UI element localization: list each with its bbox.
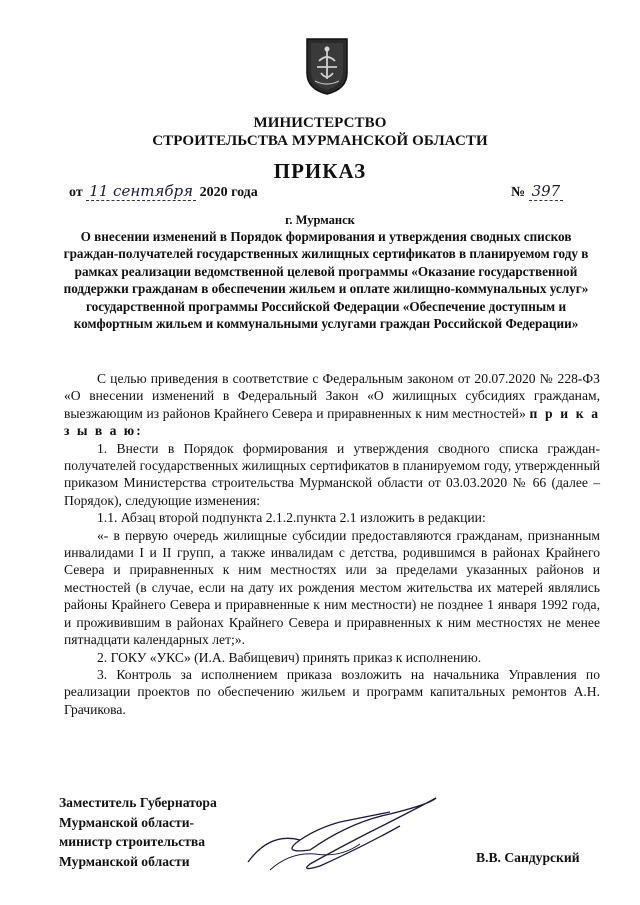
date-year: 2020 года — [199, 185, 258, 200]
handwritten-number: 397 — [529, 182, 564, 201]
number-label: № — [511, 185, 526, 200]
coat-of-arms-emblem — [305, 37, 349, 95]
signatory-title-line4: Мурманской области — [59, 853, 190, 869]
command-word: п р и к а з ы в а ю: — [64, 405, 601, 439]
quoted-amendment: «- в первую очередь жилищные субсидии предоставляются гражданам, признанным инвалидами I и II групп, а также инвалидам с детства, родившимся в районах Крайнего Севера и приравненных к ним местностях или за пределами указанных районов и местностей (в случае, если на дату их рождения местом жительства их матерей являлись районы Крайнего Севера и приравненные к ним местности) не позднее 1 января 1992 года, и проживившим в районах Крайнего Севера и приравненных к ним местностях не менее пятнадцати календарных лет;». — [64, 527, 600, 648]
handwritten-signature — [240, 792, 440, 882]
ministry-name-line1: МИНИСТЕРСТВО — [253, 115, 387, 131]
order-body — [64, 370, 600, 718]
preamble-paragraph — [64, 370, 600, 440]
preamble-text: С целью приведения в соответствие с Федеральным законом от 20.07.2020 № 228-ФЗ «О внесении изменений в Федеральный Закон «О жилищных субсидиях гражданам, выезжающим из районов Крайнего Севера и приравненных к ним местностей» — [64, 371, 600, 421]
order-date — [69, 182, 258, 202]
signatory-name: В.В. Сандурский — [476, 850, 580, 865]
signatory-title-line3: министр строительства — [59, 834, 206, 849]
item-2: 2. ГОКУ «УКС» (И.А. Вабищевич) принять приказ к исполнению. — [97, 649, 482, 665]
signatory-title-line2: Мурманской области- — [59, 814, 195, 830]
signatory-title — [59, 793, 217, 871]
date-prefix: от — [69, 185, 83, 200]
item-1: 1. Внести в Порядок формирования и утверждения сводного списка граждан-получателей государственных жилищных сертификатов в планируемом году, утвержденный приказом Министерства строительства Мурманской области от 03.03.2020 № 66 (далее – Порядок), следующие изменения: — [64, 440, 600, 508]
handwritten-date: 11 сентября — [86, 182, 196, 201]
city: г. Мурманск — [285, 213, 355, 227]
item-1-1: 1.1. Абзац второй подпункта 2.1.2.пункта 2.1 изложить в редакции: — [97, 510, 486, 526]
item-3: 3. Контроль за исполнением приказа возложить на начальника Управления по реализации проектов по обеспечению жильем и программ капитальных ремонтов А.Н. Грачикова. — [64, 666, 600, 717]
ministry-name-line2: СТРОИТЕЛЬСТВА МУРМАНСКОЙ ОБЛАСТИ — [152, 133, 488, 149]
order-subject: О внесении изменений в Порядок формирования и утверждения сводных списков граждан-получателей государственных жилищных сертификатов в планируемом году в рамках реализации ведомственной целевой программы «Оказание государственной поддержки гражданам в обеспечении жильем и оплате жилищно-коммунальных услуг» государственной программы Российской Федерации «Обеспечение доступным и комфортным жильем и коммунальными услугами граждан Российской Федерации» — [63, 229, 589, 332]
order-number — [511, 182, 563, 202]
order-title: ПРИКАЗ — [273, 159, 367, 183]
signatory-title-line1: Заместитель Губернатора — [59, 795, 217, 810]
